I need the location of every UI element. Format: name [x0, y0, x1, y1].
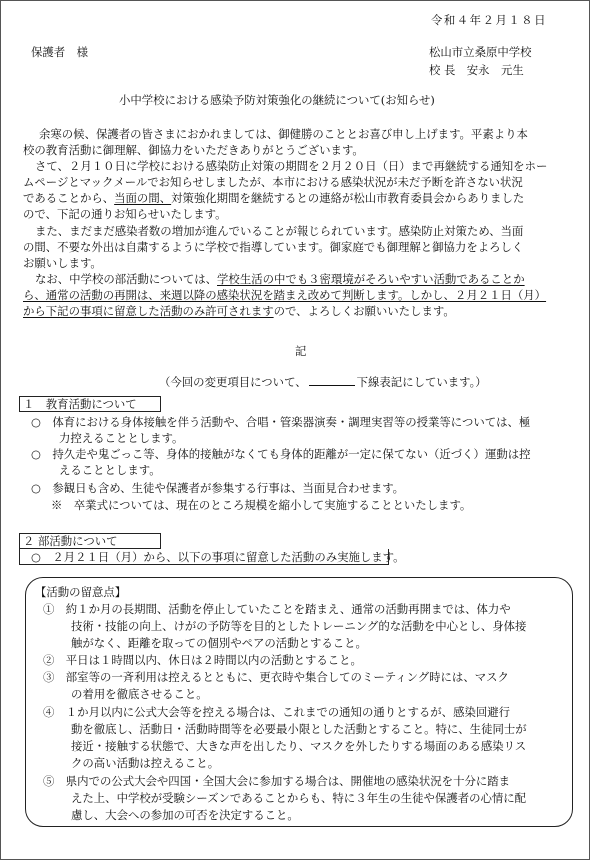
intro-p4-line3: から下記の事項に留意した活動のみ許可されますので、よろしくお願いいたします。	[23, 304, 455, 318]
recipient: 保護者 様	[31, 45, 88, 59]
note1-line1: ① 約１か月の長期間、活動を停止していたことを踏まえ、通常の活動再開までは、体力や	[43, 602, 511, 616]
section2-item1: ○ ２月２１日（月）から、以下の事項に留意した活動のみ実施します。	[31, 550, 405, 564]
principal-name: 校 長 安永 元生	[429, 63, 524, 77]
section1-item1-line1: ○ 体育における身体接触を伴う活動や、合唱・管楽器演奏・調理実習等の授業等については、極	[31, 415, 531, 429]
note5-line3: 慮し、大会への参加の可否を決定すること。	[71, 808, 299, 822]
note2: ② 平日は１時間以内、休日は２時間以内の活動とすること。	[43, 653, 362, 667]
note4-line2: 動を徹底し、活動日・活動時間等を必要最小限とした活動とすること。特に、生徒同士が	[71, 722, 527, 736]
intro-p2-line2: ムページとマックメールでお知らせしましたが、本市における感染状況が未だ予断を許さない状況	[23, 175, 523, 189]
section1-note: ※ 卒業式については、現在のところ規模を縮小して実施することといたします。	[51, 498, 472, 512]
section1-item3: ○ 参観日も含め、生徒や保護者が参集する行事は、当面見合わせます。	[31, 481, 405, 495]
intro-p4-line1: なお、中学校の部活動については、学校生活の中でも３密環境がそろいやすい活動であることか	[35, 272, 525, 286]
underlined-text: 当面の間、	[114, 191, 172, 205]
note4-line4: クの高い活動は控えること。	[71, 756, 220, 770]
note3-line1: ③ 部室等の一斉利用は控えるとともに、更衣時や集合してのミーティング時には、マスク	[43, 670, 509, 684]
section1-item1-line2: 力控えることとします。	[59, 431, 184, 445]
note4-line1: ④ １か月以内に公式大会等を控える場合は、これまでの通知の通りとするが、感染回避行	[43, 705, 511, 719]
intro-p3-line3: お願いします。	[23, 256, 102, 270]
underlined-text: 学校生活の中でも３密環境がそろいやすい活動であることか	[217, 272, 525, 286]
ki-heading: 記	[295, 344, 307, 358]
note3-line2: の着用を徹底させること。	[71, 687, 208, 701]
intro-p2-line4: ので、下記の通りお知らせいたします。	[23, 207, 227, 221]
intro-p1-line2: 校の教育活動に御理解、御協力をいただきありがとうございます。	[23, 143, 364, 157]
underlined-text: から下記の事項に留意した活動のみ許可されます	[23, 304, 274, 318]
note4-line3: 接近・接触する状態で、大きな声を出したり、マスクを外したりする場面のある感染リス	[71, 739, 527, 753]
intro-p1-line1: 余寒の候、保護者の皆さまにおかれましては、御健勝のこととお喜び申し上げます。平素より本	[39, 127, 528, 141]
section1-item2-line1: ○ 持久走や鬼ごっこ等、身体的接触がなくても身体的距離が一定に保てない（近づく）運動は控	[31, 447, 531, 461]
section2-heading: ２ 部活動について	[19, 533, 161, 549]
intro-p3-line2: の間、不要な外出は自粛するように学校で指導しています。御家庭でも御理解と御協力をよろしく	[23, 240, 524, 254]
change-note: （今回の変更項目について、 下線表記にしています。）	[159, 375, 487, 389]
underline-sample	[309, 376, 355, 386]
intro-p2-line3: であることから、当面の間、対策強化期間を継続するとの連絡が松山市教育委員会からありました	[23, 191, 525, 205]
notes-heading: 【活動の留意点】	[35, 585, 127, 599]
document-date: 令和４年２月１８日	[431, 13, 548, 27]
intro-p3-line1: また、まだまだ感染者数の増加が進んでいることが報じられています。感染防止対策ため、当面	[35, 224, 524, 238]
note1-line2: 技術・技能の向上、けがの予防等を目的としたトレーニング的な活動を中心とし、身体接	[71, 619, 527, 633]
note5-line1: ⑤ 県内での公式大会や四国・全国大会に参加する場合は、開催地の感染状況を十分に踏ま	[43, 774, 511, 788]
section1-heading: １ 教育活動について	[19, 396, 161, 412]
intro-p2-line1: さて、２月１０日に学校における感染防止対策の期間を２月２０日（日）まで再継続する通知をホー	[35, 159, 548, 173]
note5-line2: えた上、中学校が受験シーズンであることからも、特に３年生の生徒や保護者の心情に配	[71, 791, 527, 805]
section1-item2-line2: えることとします。	[59, 463, 161, 477]
section2-item-frame	[19, 549, 389, 565]
document-title: 小中学校における感染予防対策強化の継続について(お知らせ)	[119, 93, 435, 107]
intro-p4-line2: ら、通常の活動の再開は、来週以降の感染状況を踏まえ改めて判断します。しかし、２月２１日（月）	[23, 288, 547, 302]
school-name: 松山市立桑原中学校	[429, 45, 532, 59]
note1-line3: 触がなく、距離を取っての個別やペアの活動とすること。	[71, 636, 367, 650]
